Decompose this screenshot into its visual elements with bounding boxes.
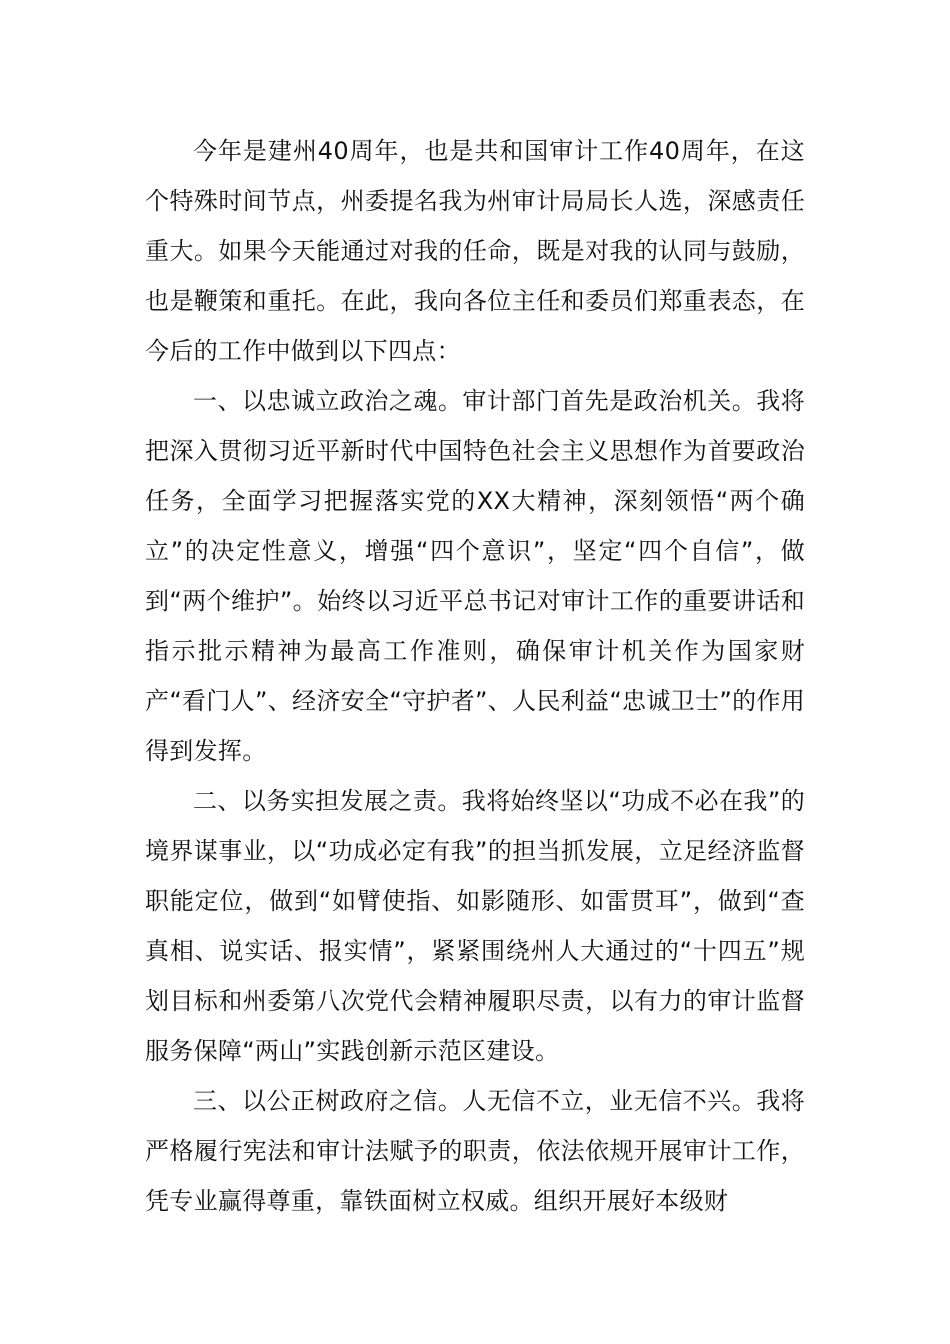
paragraph-point-two: 二、以务实担发展之责。我将始终坚以“功成不必在我”的境界谋事业，以“功成必定有我”的担当抓发展，立足经济监督职能定位，做到“如臂使指、如影随形、如雷贯耳”，做到“查真相、说实话、报实情”，紧紧围绕州人大通过的“十四五”规划目标和州委第八次党代会精神履职尽责，以有力的审计监督服务保障“两山”实践创新示范区建设。 <box>145 787 805 1065</box>
document-body <box>145 126 805 1226</box>
paragraph-point-one: 一、以忠诚立政治之魂。审计部门首先是政治机关。我将把深入贯彻习近平新时代中国特色社会主义思想作为首要政治任务，全面学习把握落实党的XX大精神，深刻领悟“两个确立”的决定性意义，增强“四个意识”，坚定“四个自信”，做到“两个维护”。始终以习近平总书记对审计工作的重要讲话和指示批示精神为最高工作准则，确保审计机关作为国家财产“看门人”、经济安全“守护者”、人民利益“忠诚卫士”的作用得到发挥。 <box>145 387 805 765</box>
paragraph-point-three: 三、以公正树政府之信。人无信不立，业无信不兴。我将严格履行宪法和审计法赋予的职责，依法依规开展审计工作，凭专业赢得尊重，靠铁面树立权威。组织开展好本级财 <box>145 1087 805 1215</box>
paragraph-intro: 今年是建州40周年，也是共和国审计工作40周年，在这个特殊时间节点，州委提名我为州审计局局长人选，深感责任重大。如果今天能通过对我的任命，既是对我的认同与鼓励，也是鞭策和重托。在此，我向各位主任和委员们郑重表态，在今后的工作中做到以下四点： <box>145 137 805 365</box>
